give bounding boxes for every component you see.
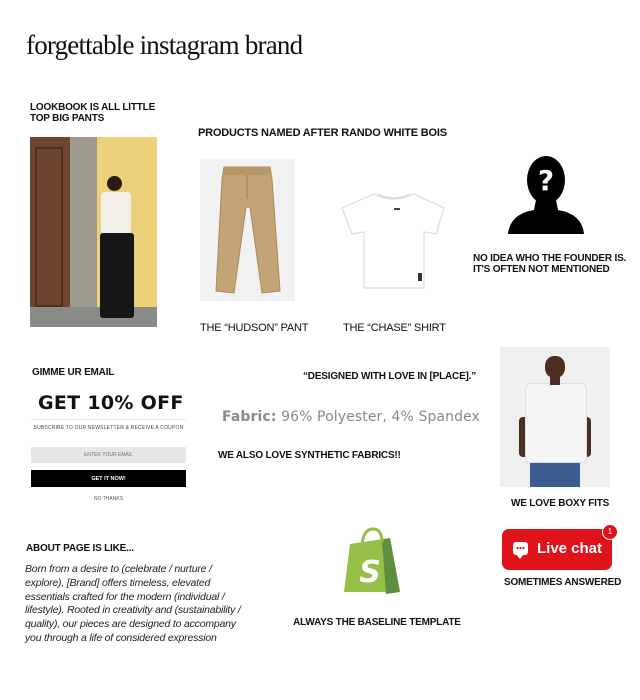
boxy-fit-photo xyxy=(500,347,610,487)
products-heading: PRODUCTS NAMED AFTER RANDO WHITE BOIS xyxy=(198,127,447,139)
chat-bubble-icon xyxy=(513,542,528,555)
offer-headline: GET 10% OFF xyxy=(38,392,184,414)
subscribe-text: SUBSCRIBE TO OUR NEWSLETTER & RECEIVE A COUPON xyxy=(33,425,184,431)
shirt-label: THE “CHASE” SHIRT xyxy=(343,322,446,334)
page-title: forgettable instagram brand xyxy=(26,30,303,60)
founder-caption-line1: NO IDEA WHO THE FOUNDER IS. xyxy=(473,253,627,264)
founder-caption xyxy=(473,253,626,275)
notification-badge: 1 xyxy=(602,524,618,540)
about-body: Born from a desire to (celebrate / nurture / explore), [Brand] offers timeless, elevated essentials crafted for the modern (individual / lifestyle). Rooted in creativity and (sustainability / quality), our pieces are designed to accompany you through a life of considered expression xyxy=(25,563,241,644)
founder-caption-line2: IT'S OFTEN NOT MENTIONED xyxy=(473,264,610,275)
fabric-caption: WE ALSO LOVE SYNTHETIC FABRICS!! xyxy=(218,450,401,461)
live-chat-button[interactable] xyxy=(502,529,612,570)
designed-quote: “DESIGNED WITH LOVE IN [PLACE].” xyxy=(303,371,477,382)
lookbook-caption-line2: TOP BIG PANTS xyxy=(30,113,105,124)
unknown-person-icon xyxy=(506,152,586,238)
livechat-caption: SOMETIMES ANSWERED xyxy=(504,577,622,588)
no-thanks-link[interactable]: NO THANKS xyxy=(93,496,124,502)
fabric-value: 96% Polyester, 4% Spandex xyxy=(281,409,480,425)
svg-text:S: S xyxy=(359,555,381,590)
shopify-caption: ALWAYS THE BASELINE TEMPLATE xyxy=(293,617,461,628)
shopify-bag-icon xyxy=(342,526,404,596)
svg-text:?: ? xyxy=(537,164,555,197)
get-it-now-button[interactable]: GET IT NOW! xyxy=(31,470,186,487)
lookbook-photo xyxy=(30,137,157,327)
boxy-caption: WE LOVE BOXY FITS xyxy=(511,498,610,509)
live-chat-label: Live chat xyxy=(537,540,603,557)
fabric-info xyxy=(222,409,480,425)
email-heading: GIMME UR EMAIL xyxy=(32,367,115,378)
fabric-label: Fabric: xyxy=(222,409,277,425)
shirt-product-image xyxy=(338,188,450,296)
divider xyxy=(31,419,186,420)
about-heading: ABOUT PAGE IS LIKE... xyxy=(26,543,134,554)
lookbook-caption xyxy=(30,102,155,124)
pant-label: THE “HUDSON” PANT xyxy=(200,322,309,334)
pant-product-image xyxy=(200,159,295,301)
lookbook-caption-line1: LOOKBOOK IS ALL LITTLE xyxy=(30,102,156,113)
email-input[interactable] xyxy=(31,447,186,463)
